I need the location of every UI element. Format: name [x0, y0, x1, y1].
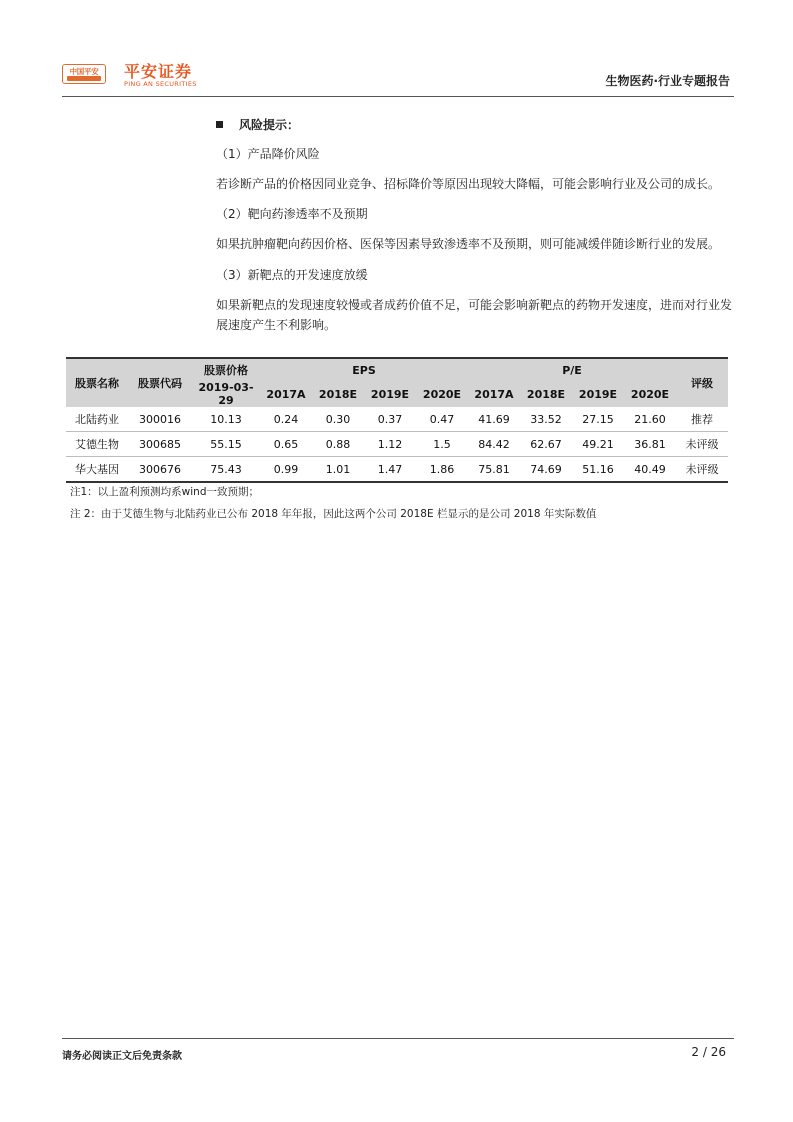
cell-name: 北陆药业	[66, 407, 128, 432]
header-pe-year: 2018E	[520, 381, 572, 407]
header-pe-year: 2020E	[624, 381, 676, 407]
risk-heading	[216, 116, 299, 133]
table-row	[66, 457, 728, 483]
header-price-date: 2019-03-29	[192, 381, 260, 407]
risk-item-2-title: （2）靶向药渗透率不及预期	[216, 207, 368, 221]
table-note-2: 注 2：由于艾德生物与北陆药业已公布 2018 年年报，因此这两个公司 2018E 栏显示的是公司 2018 年实际数值	[70, 508, 597, 520]
cell-eps: 1.5	[416, 432, 468, 457]
cell-pe: 36.81	[624, 432, 676, 457]
cell-pe: 75.81	[468, 457, 520, 483]
cell-pe: 74.69	[520, 457, 572, 483]
table-note-1: 注1：以上盈利预测均系wind一致预期；	[70, 486, 260, 498]
header-eps-year: 2017A	[260, 381, 312, 407]
cell-rating: 未评级	[676, 432, 728, 457]
cell-eps: 0.47	[416, 407, 468, 432]
cell-pe: 41.69	[468, 407, 520, 432]
cell-rating: 推荐	[676, 407, 728, 432]
cell-pe: 40.49	[624, 457, 676, 483]
header-pe: P/E	[468, 358, 676, 381]
cell-pe: 51.16	[572, 457, 624, 483]
cell-price: 55.15	[192, 432, 260, 457]
header-eps: EPS	[260, 358, 468, 381]
brand-name-cn: 平安证券	[124, 62, 193, 81]
cell-eps: 0.24	[260, 407, 312, 432]
risk-item-1-title: （1）产品降价风险	[216, 147, 320, 161]
cell-name: 艾德生物	[66, 432, 128, 457]
cell-rating: 未评级	[676, 457, 728, 483]
cell-eps: 0.37	[364, 407, 416, 432]
header-eps-year: 2020E	[416, 381, 468, 407]
table-row	[66, 407, 728, 432]
cell-pe: 62.67	[520, 432, 572, 457]
header-stock-name: 股票名称	[66, 358, 128, 407]
cell-eps: 1.12	[364, 432, 416, 457]
disclaimer-text: 请务必阅读正文后免责条款	[62, 1051, 182, 1062]
cell-pe: 49.21	[572, 432, 624, 457]
header-stock-code: 股票代码	[128, 358, 192, 407]
ping-an-logo-icon	[62, 64, 106, 84]
risk-heading-text: 风险提示：	[239, 118, 300, 132]
header-eps-year: 2018E	[312, 381, 364, 407]
cell-pe: 27.15	[572, 407, 624, 432]
cell-eps: 0.65	[260, 432, 312, 457]
header-rating: 评级	[676, 358, 728, 407]
table-row	[66, 432, 728, 457]
cell-code: 300016	[128, 407, 192, 432]
cell-eps: 1.01	[312, 457, 364, 483]
risk-item-1-body: 若诊断产品的价格因同业竞争、招标降价等原因出现较大降幅，可能会影响行业及公司的成长。	[216, 177, 721, 191]
cell-eps: 1.86	[416, 457, 468, 483]
logo-bar	[67, 76, 101, 81]
cell-price: 10.13	[192, 407, 260, 432]
cell-eps: 0.99	[260, 457, 312, 483]
cell-pe: 21.60	[624, 407, 676, 432]
risk-item-2-body: 如果抗肿瘤靶向药因价格、医保等因素导致渗透率不及预期，则可能减缓伴随诊断行业的发展。	[216, 237, 721, 251]
risk-item-3-body-line1: 如果新靶点的发现速度较慢或者成药价值不足，可能会影响新靶点的药物开发速度，进而对行业发	[216, 298, 733, 312]
cell-code: 300685	[128, 432, 192, 457]
header-eps-year: 2019E	[364, 381, 416, 407]
page-number: 2 / 26	[691, 1045, 726, 1059]
header-price: 股票价格	[192, 358, 260, 381]
bullet-square-icon	[216, 121, 223, 128]
cell-eps: 0.88	[312, 432, 364, 457]
cell-code: 300676	[128, 457, 192, 483]
brand-name-en: PING AN SECURITIES	[124, 80, 197, 88]
cell-pe: 33.52	[520, 407, 572, 432]
risk-item-3-body-line2: 展速度产生不利影响。	[216, 318, 337, 332]
report-title: 生物医药·行业专题报告	[605, 74, 730, 88]
header-pe-year: 2019E	[572, 381, 624, 407]
valuation-table	[66, 357, 728, 483]
risk-item-3-title: （3）新靶点的开发速度放缓	[216, 268, 368, 282]
cell-price: 75.43	[192, 457, 260, 483]
logo-badge-text: 中国平安	[69, 67, 99, 76]
cell-name: 华大基因	[66, 457, 128, 483]
header-pe-year: 2017A	[468, 381, 520, 407]
page-footer	[62, 1038, 734, 1062]
cell-pe: 84.42	[468, 432, 520, 457]
cell-eps: 1.47	[364, 457, 416, 483]
cell-eps: 0.30	[312, 407, 364, 432]
page-header	[62, 58, 734, 97]
